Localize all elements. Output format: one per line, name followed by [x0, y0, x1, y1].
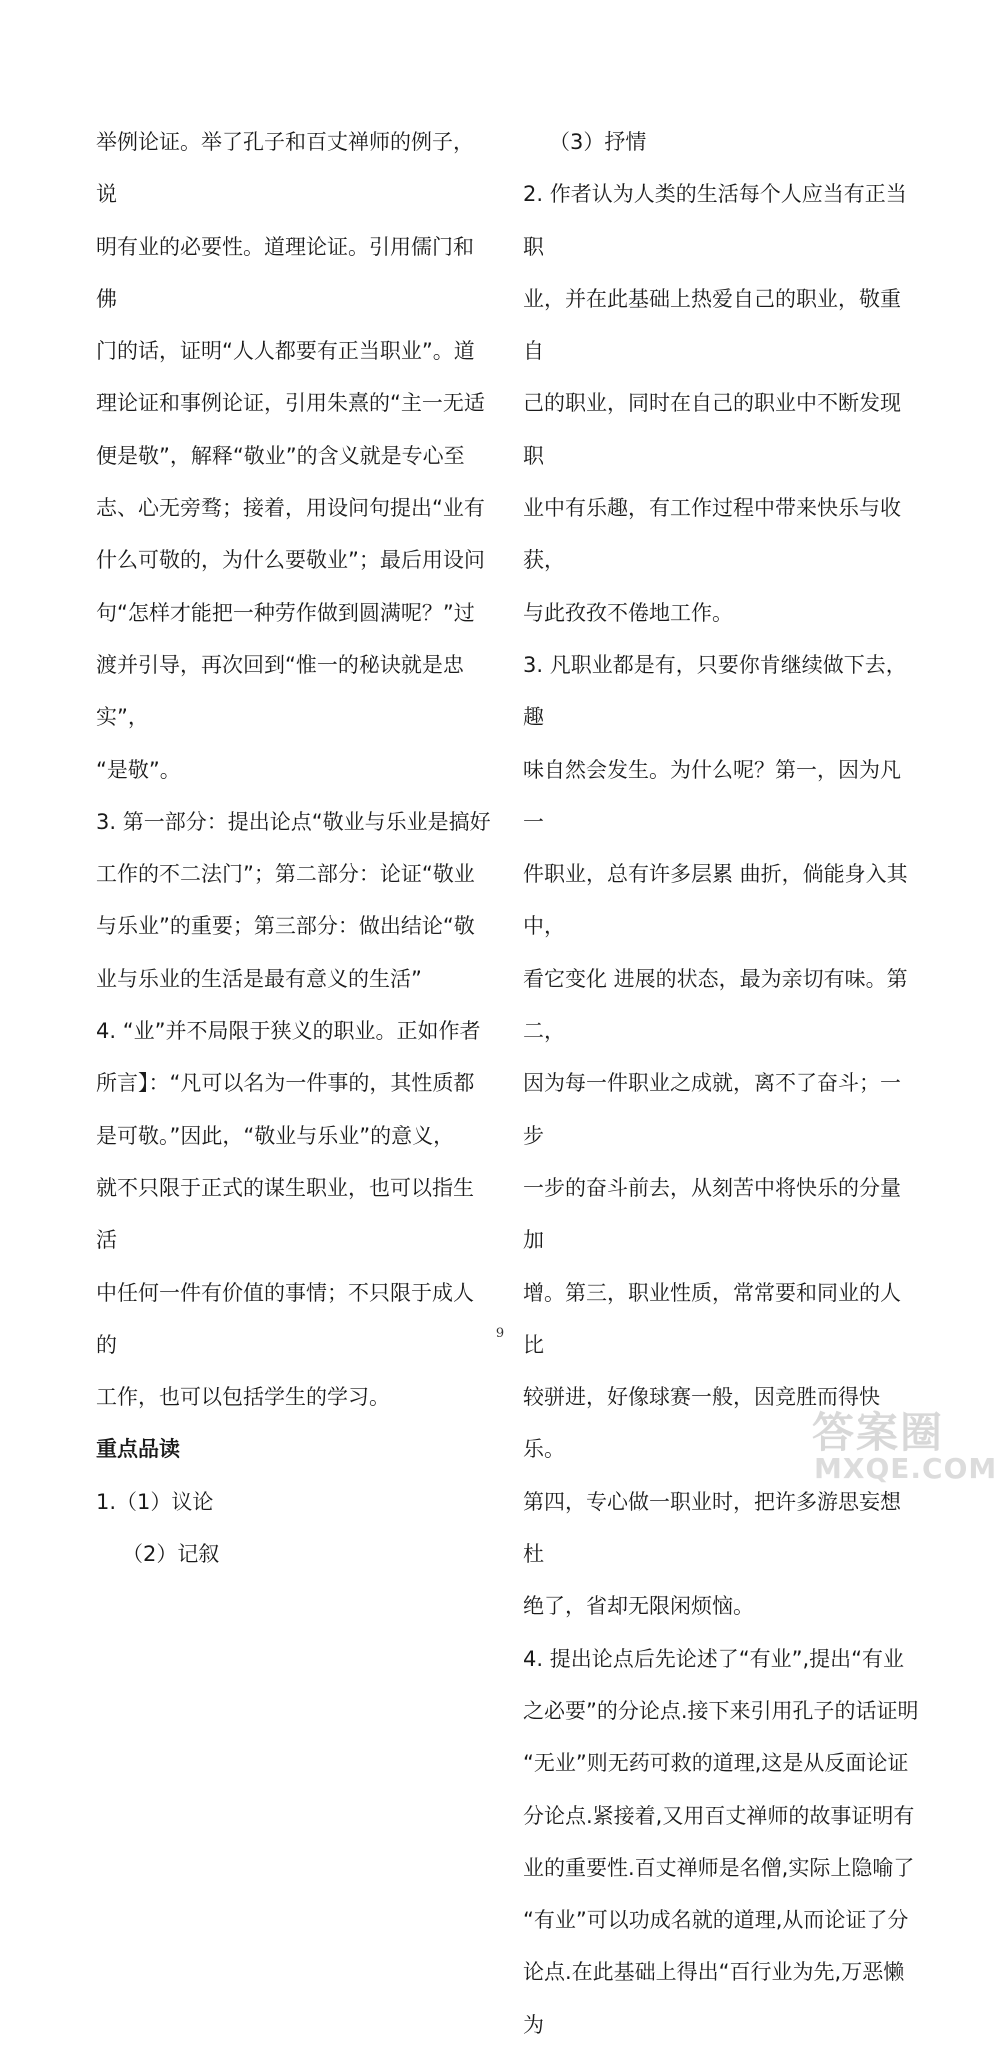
- text-line: 看它变化 进展的状态，最为亲切有味。第二，: [523, 966, 908, 1044]
- answer-line: （2）记叙: [122, 1542, 220, 1567]
- text-line: 一步的奋斗前去，从刻苦中将快乐的分量加: [523, 1175, 901, 1253]
- text-line: 因为每一件职业之成就，离不了奋斗；一步: [523, 1071, 901, 1148]
- text-line: 分论点.紧接着,又用百丈禅师的故事证明有: [523, 1803, 915, 1828]
- text-line: 己的职业，同时在自己的职业中不断发现职: [523, 391, 901, 468]
- text-line: 3. 第一部分：提出论点“敬业与乐业是搞好: [96, 809, 491, 834]
- text-line: 味自然会发生。为什么呢？第一，因为凡一: [523, 757, 901, 834]
- text-line: 所言】：“凡可以名为一件事的，其性质都: [96, 1071, 475, 1096]
- text-line: 门的话，证明“人人都要有正当职业”。道: [96, 339, 475, 364]
- text-line: 3. 凡职业都是有，只要你肯继续做下去，趣: [523, 652, 907, 730]
- text-line: 第四，专心做一职业时，把许多游思妄想杜: [523, 1489, 901, 1567]
- section-title: 重点品读: [96, 1437, 180, 1462]
- text-line: 与乐业”的重要；第三部分：做出结论“敬: [96, 914, 475, 939]
- right-column: [523, 116, 919, 2051]
- text-line: “是敬”。: [96, 757, 181, 782]
- text-line: 工作，也可以包括学生的学习。: [96, 1385, 390, 1410]
- text-line: 什么可敬的，为什么要敬业”；最后用设问: [96, 548, 485, 573]
- text-line: 中任何一件有价值的事情；不只限于成人的: [96, 1280, 474, 1357]
- text-line: 之必要”的分论点.接下来引用孔子的话证明: [523, 1698, 919, 1723]
- text-line: 业与乐业的生活是最有意义的生活”: [96, 966, 422, 991]
- text-line: 2. 作者认为人类的生活每个人应当有正当职: [523, 182, 907, 259]
- watermark-url: MXQE.COM: [814, 1452, 998, 1485]
- answer-line: 1.（1）议论: [96, 1489, 214, 1514]
- text-line: 渡并引导，再次回到“惟一的秘诀就是忠实”，: [96, 652, 464, 730]
- left-text-block: [96, 116, 494, 1423]
- text-line: 业，并在此基础上热爱自己的职业，敬重自: [523, 286, 901, 364]
- text-line: 便是敬”，解释“敬业”的含义就是专心至: [96, 443, 465, 468]
- page-number: 9: [495, 1326, 505, 1341]
- text-line: 就不只限于正式的谋生职业，也可以指生活: [96, 1175, 474, 1253]
- watermark-logo: [812, 1400, 1000, 1493]
- left-column: [96, 116, 494, 1580]
- answer-line: （3）抒情: [549, 130, 647, 154]
- text-line: 举例论证。举了孔子和百丈禅师的例子，说: [96, 130, 474, 207]
- text-line: 句“怎样才能把一种劳作做到圆满呢？”过: [96, 600, 475, 625]
- right-text-block: [523, 168, 919, 2051]
- watermark-stamp: 答案圈: [812, 1408, 945, 1457]
- text-line: 志、心无旁骛；接着，用设问句提出“业有: [96, 496, 485, 521]
- text-line: 理论证和事例论证，引用朱熹的“主一无适: [96, 391, 485, 416]
- text-line: 绝了，省却无限闲烦恼。: [523, 1594, 754, 1619]
- text-line: 是可敬。”因此，“敬业与乐业”的意义，: [96, 1123, 455, 1148]
- text-line: 工作的不二法门”；第二部分：论证“敬业: [96, 862, 475, 887]
- text-line: 4. “业”并不局限于狭义的职业。正如作者: [96, 1019, 481, 1044]
- text-line: 与此孜孜不倦地工作。: [523, 600, 733, 625]
- text-line: 件职业，总有许多层累 曲折，倘能身入其中，: [523, 862, 908, 939]
- text-line: 增。第三，职业性质，常常要和同业的人比: [523, 1280, 901, 1357]
- text-line: “无业”则无药可救的道理,这是从反面论证: [523, 1751, 909, 1776]
- text-line: 较骈进，好像球赛一般，因竞胜而得快乐。: [523, 1385, 880, 1462]
- text-line: 明有业的必要性。道理论证。引用儒门和佛: [96, 234, 474, 311]
- text-line: 4. 提出论点后先论述了“有业”,提出“有业: [523, 1646, 905, 1671]
- text-line: “有业”可以功成名就的道理,从而论证了分: [523, 1908, 909, 1933]
- text-line: 业中有乐趣，有工作过程中带来快乐与收获，: [523, 496, 901, 573]
- text-line: 业的重要性.百丈禅师是名僧,实际上隐喻了: [523, 1855, 915, 1880]
- text-line: 论点.在此基础上得出“百行业为先,万恶懒为: [523, 1960, 905, 2037]
